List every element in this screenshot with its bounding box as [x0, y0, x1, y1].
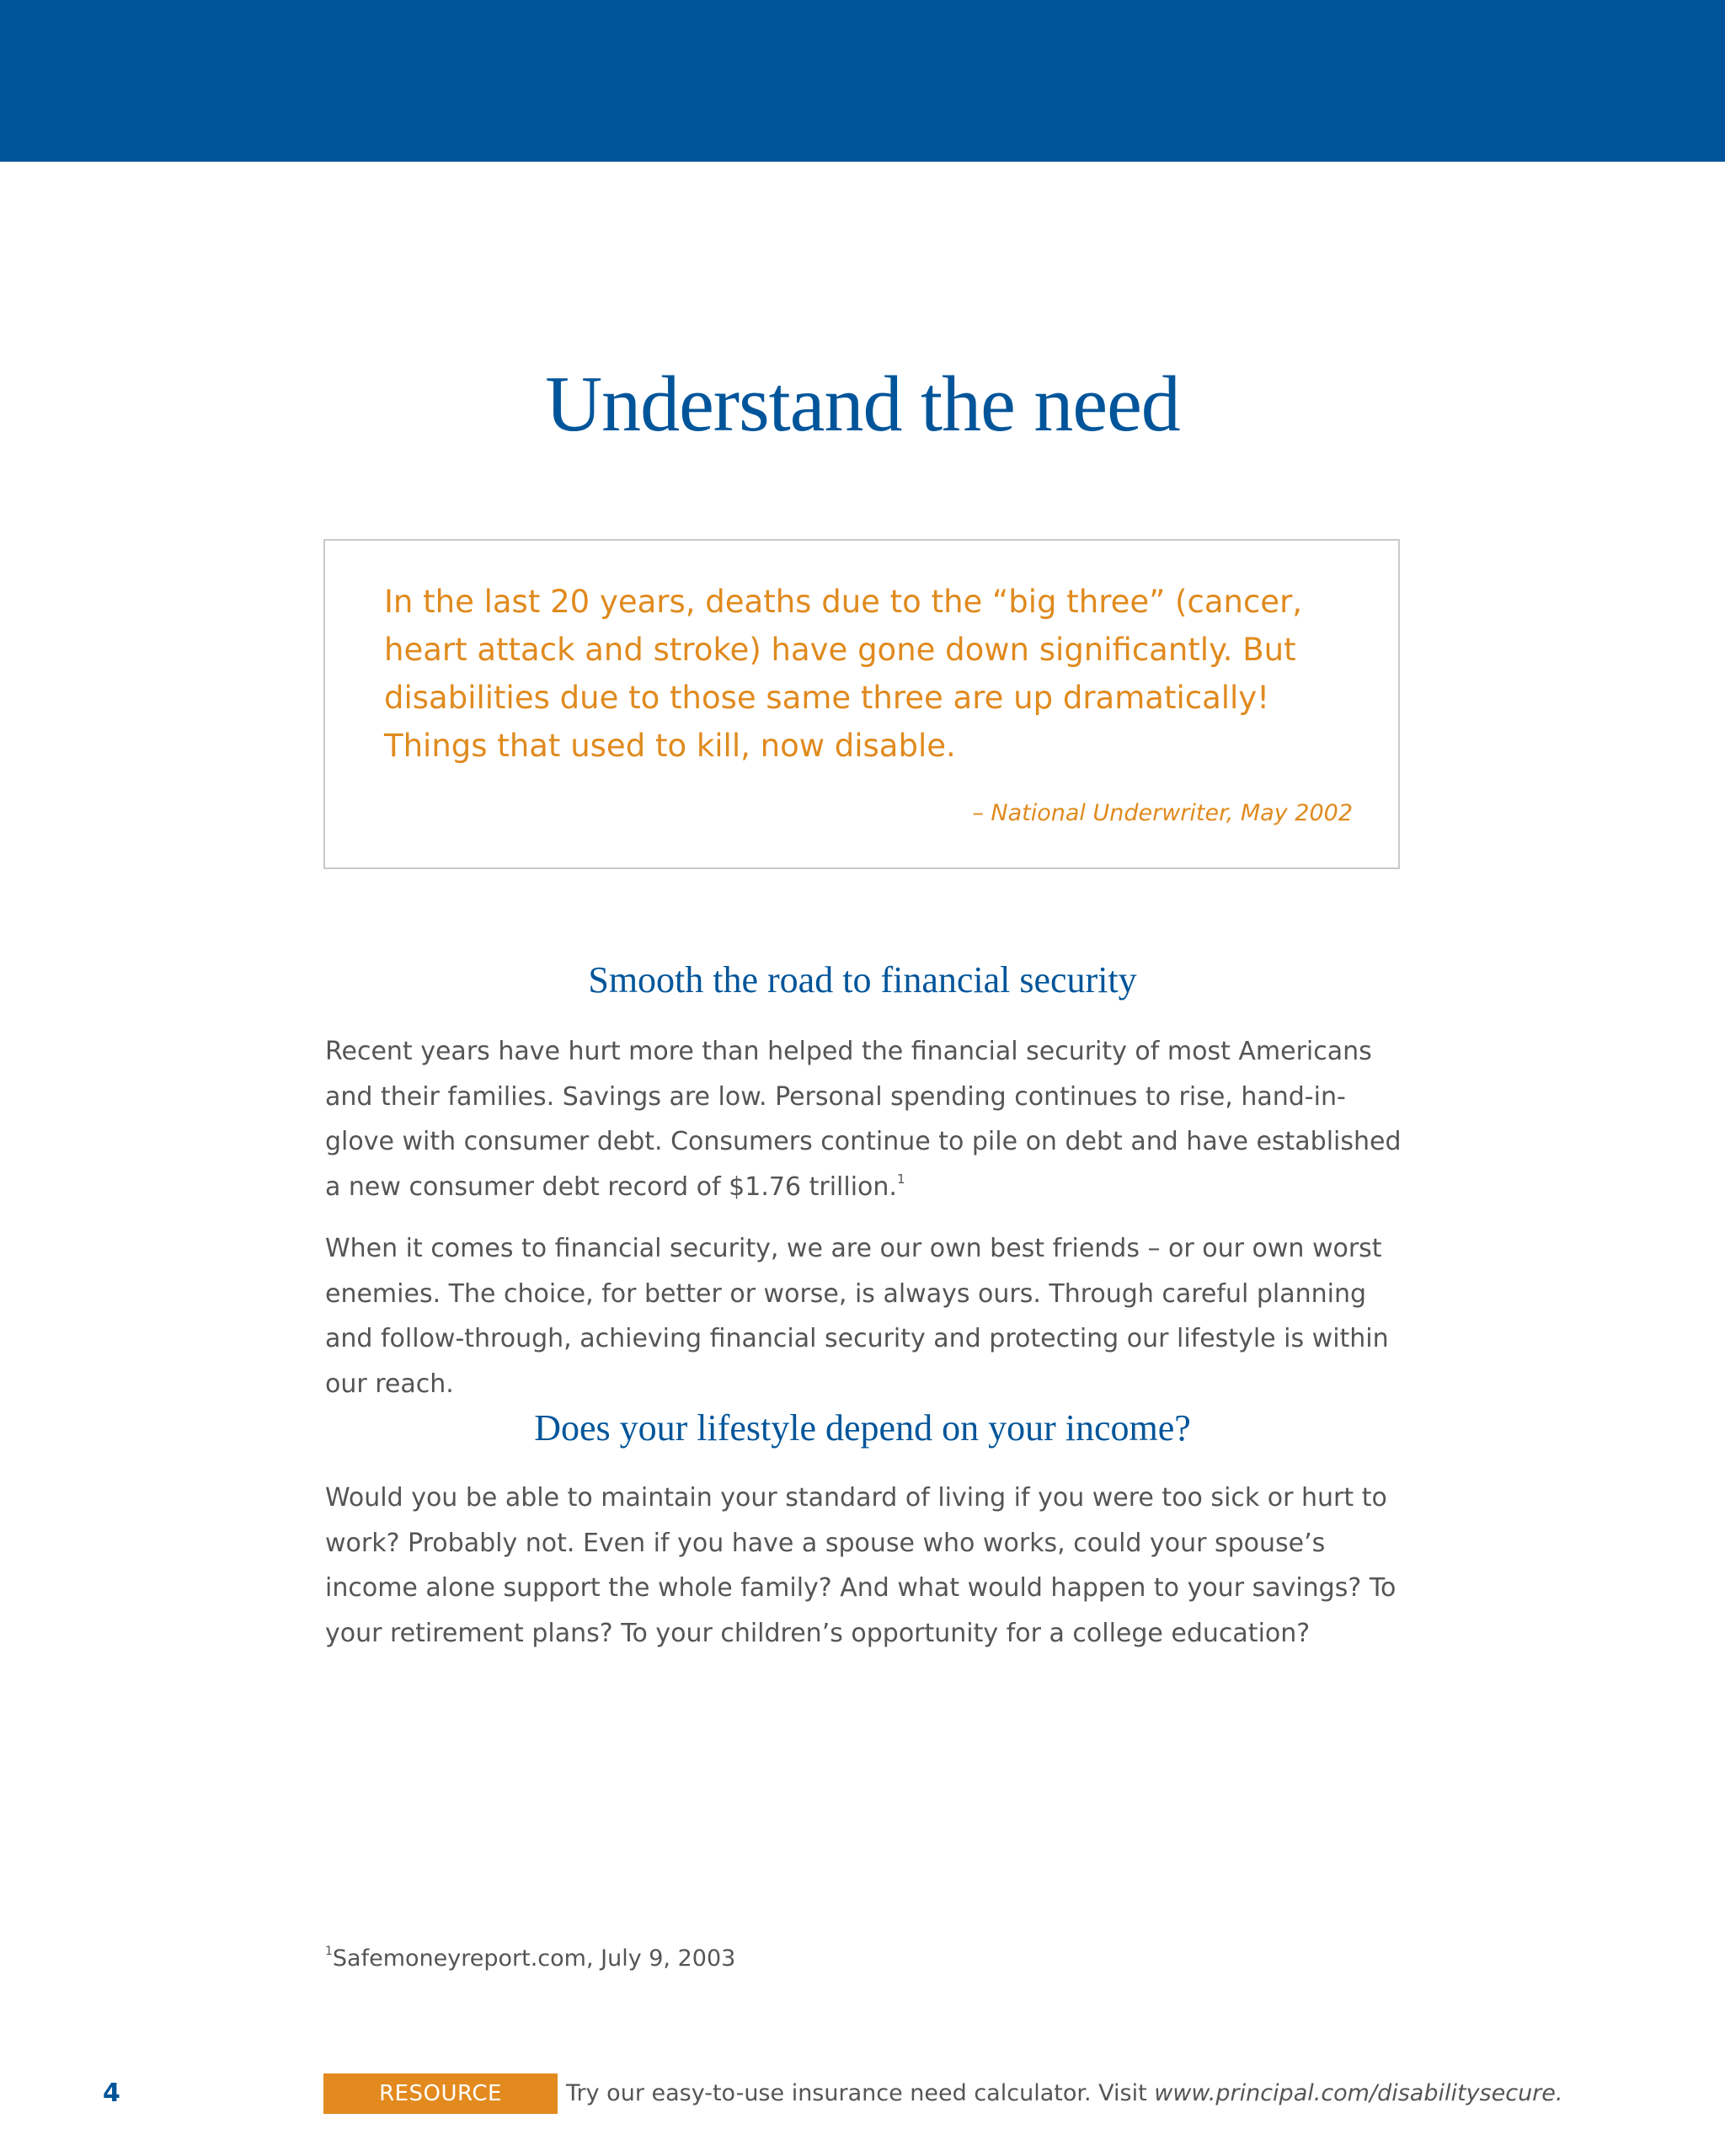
section-heading-financial-security: Smooth the road to financial security [588, 959, 1137, 1001]
paragraph-lifestyle-income: Would you be able to maintain your standard of living if you were too sick or hurt to work? Probably not. Even if you have a spouse who works, could your spouse’s income alone support the whole family? And what would happen to your savings? To your retirement plans? To your children’s opportunity for a college education? [325, 1483, 1397, 1648]
page-title: Understand the need [545, 360, 1180, 448]
header-band [0, 0, 1725, 162]
footnote-marker: 1 [325, 1945, 333, 1958]
footnote [325, 1942, 735, 1976]
footnote-text: Safemoneyreport.com, July 9, 2003 [332, 1945, 736, 1972]
paragraph-financial-security-1 [325, 1029, 1412, 1209]
page-number: 4 [103, 2079, 120, 2108]
pull-quote-box [323, 539, 1400, 869]
pull-quote-text: In the last 20 years, deaths due to the “big three” (cancer, heart attack and stroke) have gone down significantly. But disabilities due to those same three are up dramatically! Things that used to kill, now disable. [384, 584, 1303, 764]
section-heading-lifestyle-income: Does your lifestyle depend on your income? [534, 1407, 1191, 1449]
resource-text: Try our easy-to-use insurance need calculator. Visit [566, 2080, 1155, 2106]
resource-link[interactable]: www.principal.com/disabilitysecure. [1154, 2080, 1563, 2106]
paragraph-financial-security-2: When it comes to financial security, we are our own best friends – or our own worst enemies. The choice, for better or worse, is always ours. Through careful planning and follow-through, achieving financial security and protecting our lifestyle is within our reach. [325, 1234, 1389, 1399]
pull-quote-source: – National Underwriter, May 2002 [972, 800, 1353, 826]
resource-callout [566, 2073, 1562, 2114]
footnote-reference: 1 [896, 1171, 905, 1187]
resource-badge: RESOURCE [323, 2073, 558, 2114]
paragraph-text: Recent years have hurt more than helped the financial security of most Americans and their families. Savings are low. Personal spending continues to rise, hand-in-glove with consumer debt. Consumers continue to pile on debt and have established a new consumer debt record of $1.76 trillion. [325, 1037, 1402, 1202]
